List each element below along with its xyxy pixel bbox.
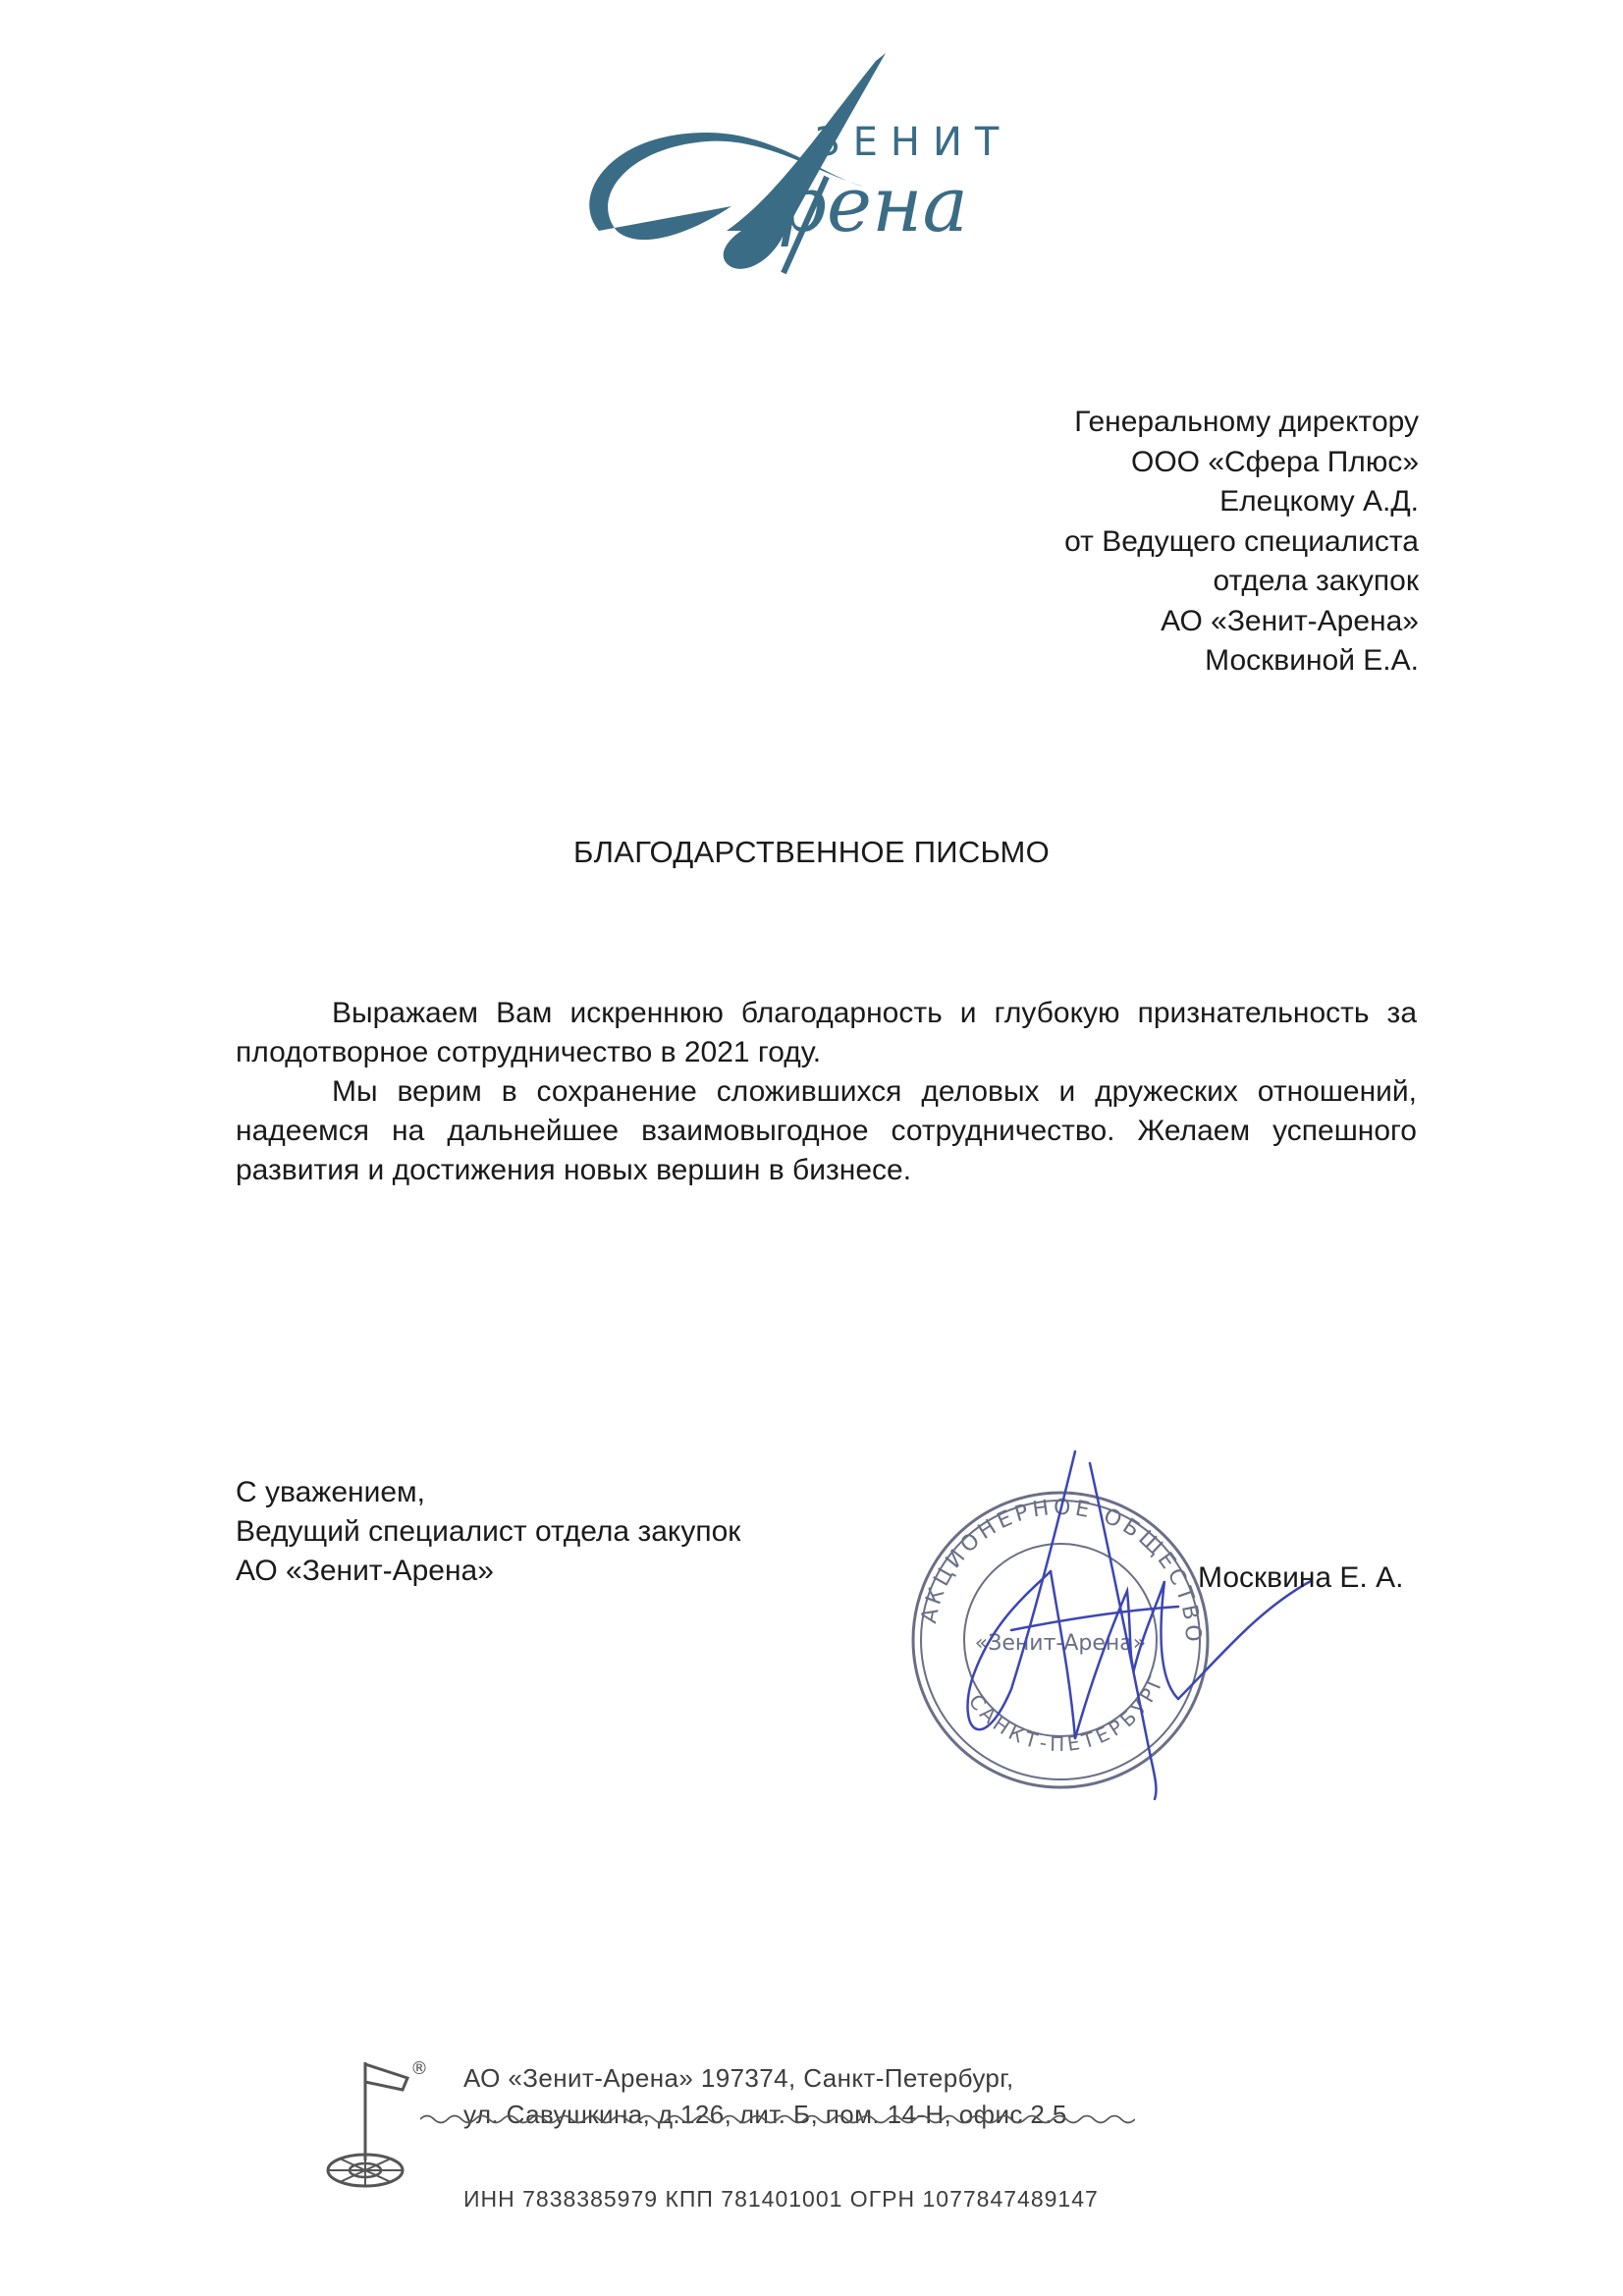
footer-wave-divider [420,2111,1135,2127]
registered-mark: ® [410,2058,428,2079]
addressee-block [884,403,1419,682]
addressee-line: от Ведущего специалиста [1064,524,1419,558]
closing-line: АО «Зенит-Арена» [236,1555,494,1587]
body-paragraph-1: Выражаем Вам искреннюю благодарность и глубокую признательность за плодотворное сотрудничество в 2021 году. [236,997,1417,1068]
stamp-and-signature [864,1434,1316,1807]
signer-name: Москвина Е. А. [1198,1561,1404,1594]
closing-block [236,1473,740,1591]
addressee-line: отдела закупок [1213,565,1419,597]
footer-address-line-2: ул. Савушкина, д.126, лит. Б, пом. 14-Н, офис 2.5 [463,2100,1067,2129]
arena-emblem-icon [314,2052,432,2190]
zenit-arena-logo [569,39,1011,275]
svg-text:«Зенит-Арена»: «Зенит-Арена» [974,1631,1147,1656]
letter-body [236,994,1417,1190]
body-paragraph-2: Мы верим в сохранение сложившихся деловых и дружеских отношений, надеемся на дальнейшее взаимовыгодное сотрудничество. Желаем успешного развития и достижения новых вершин в бизнесе. [236,1075,1417,1186]
addressee-line: Елецкому А.Д. [1219,485,1419,518]
addressee-line: ООО «Сфера Плюс» [1130,445,1419,478]
logo-small-text: ЗЕНИТ [815,120,1011,165]
closing-line: Ведущий специалист отдела закупок [236,1515,741,1548]
svg-text:САНКТ-ПЕТЕРБУРГ: САНКТ-ПЕТЕРБУРГ [963,1667,1170,1757]
svg-text:АКЦИОНЕРНОЕ ОБЩЕСТВО: АКЦИОНЕРНОЕ ОБЩЕСТВО [917,1495,1206,1647]
addressee-line: АО «Зенит-Арена» [1161,604,1419,637]
footer-address-line-1: АО «Зенит-Арена» 197374, Санкт-Петербург, [463,2063,1014,2093]
logo-script-text: рена [778,161,968,249]
company-stamp-icon [913,1493,1208,1787]
addressee-line: Москвиной Е.А. [1205,644,1419,677]
letter-title: БЛАГОДАРСТВЕННОЕ ПИСЬМО [572,835,1051,869]
closing-line: С уважением, [236,1476,426,1508]
footer-requisites: ИНН 7838385979 КПП 781401001 ОГРН 1077847489147 [463,2186,1099,2212]
addressee-line: Генеральному директору [1074,406,1419,438]
